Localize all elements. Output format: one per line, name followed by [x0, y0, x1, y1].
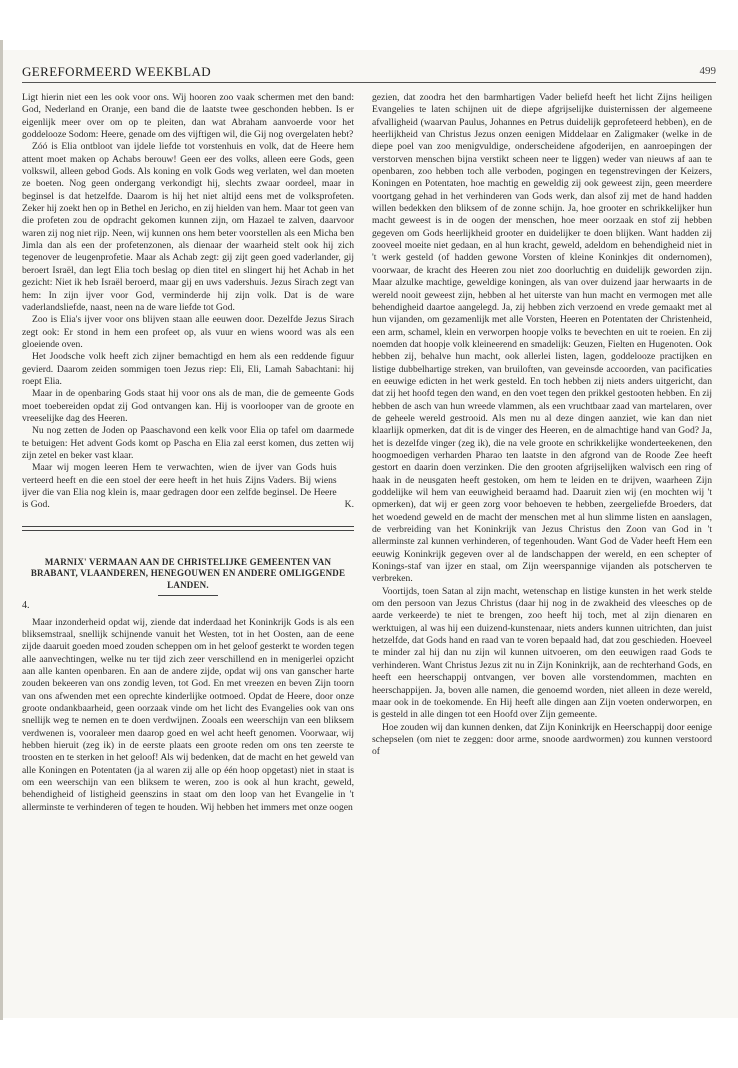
page-number: 499	[699, 65, 716, 77]
section-divider	[22, 526, 354, 531]
paragraph: gezien, dat zoodra het den barmhartigen Vader beliefd heeft het licht Zijns heiligen Evangelies te laten schijnen uit de diepe afgrijselijke duisternissen der algemeene afvalligheid (waarvan Paulus, Johannes en Petrus duidelijk geprofeteerd hebben), en de heerlijkheid van Christus Jezus onzen eenigen Middelaar en Zaligmaker (welke in de diepe poel van zoo menigvuldige, onderscheidene afgoderijen, en aanroepingen der verstorven menschen bijna verstikt scheen neer te liggen) weder van nieuws af aan te openbaren, zoo hebben toch alle verboden, pogingen en tegenstrevingen der Keizers, Koningen en Potentaten, hoe machtig en geweldig zij ook geweest zijn, geen meerdere voortgang gehad in het verhinderen van Gods werk, dan alsof zij met de hand hadden willen bedekken den bliksem of de zonne schijn. Ja, hoe grooter en schrikkelijker hun macht geweest is in de oogen der menschen, hoe meer oorzaak en stof zij hebben gegeven om Gods heerlijkheid grooter en duidelijker te doen blijken. Want hadden zij zooveel moeite niet gedaan, en al hun kracht, geweld, adeldom en behendigheid niet in 't werk gesteld (of hadden gewone Vorsten of kleine Koninkjes dit ondernomen), voorwaar, de kracht des Heeren zou niet zoo doorluchtig en duidelijk geworden zijn. Maar alzulke machtige, geweldige koningen, als van over duizend jaar herwaarts in de wereld nooit geweest zijn, hebben al het uiterste van hun macht en vermogen met alle behendigheid daartoe aangelegd. Ja, zij hebben zich verzoend en vrede gemaakt met al hun vijanden, om gezamenlijk met alle Vorsten, Heeren en Potentaten der Christenheid, een arm, schamel, klein en verworpen hoopje volks te bevechten en uit te roeien. En zij noemden dat hoopje volk kleineerend en smadelijk: Geuzen, Fielten en Hugenoten. Ook hebben zij, behalve hun macht, ook allerlei listen, lagen, goddelooze practijken en listige dubbelhartige streken, van bruiloften, van geveinsde accoorden, van pacificaties en eeuwige edicten in het werk gesteld. En toch hebben zij niets anders uitgericht, dan dat zij het hoofd tegen den wand, en den voet tegen den prikkel gestooten hebben. En zij hebben de asch van hun wreede vlammen, als een vruchtbaar zaad van martelaren, over de geheele wereld gestrooid. Als men nu al deze dingen aanziet, wie kan dan niet klaarlijk opmerken, dat dit is de vinger des Heeren, en de almachtige hand van God? Ja, het is dezelfde vinger (zeg ik), die na vele groote en schrikkelijke wonderteekenen, den hoogmoedigen verharden Pharao ten laatste in den afgrond van de Roode Zee heeft gestort en daarin doen verzinken. Die den grooten afgrijselijken walvisch een ring of haak in de neusgaten heeft gestoken, om hem te leiden en te drijven, waarheen Zijn goddelijke wil hem van eeuwigheid beraamd had. Daaruit zien wij (en mochten wij 't opmerken), dat wij er geen zorg voor behoeven te hebben, zeergeliefde Broeders, dat het woedend geweld en de macht der menschen met al hun slimme listen en aanslagen, de verbreiding van het Koninkrijk van Jezus Christus den Zoon van God in 't allerminste zal kunnen verhinderen, of tegenhouden. Want God de Vader heeft Hem een eeuwig Koninkrijk gegeven over al de landschappen der wereld, en een schepter of Konings-staf van ijzer en staal, om Zijn weerspannige vijanden als potscherven te verbreken.	[372, 92, 712, 585]
article-number: 4.	[22, 600, 30, 612]
paragraph: Maar in de openbaring Gods staat hij voor ons als de man, die de gemeente Gods moet toebereiden opdat zij God ontvangen kan. Hij is voorlooper van de groote en vreeselijke dag des Heeren.	[22, 388, 354, 424]
article-title: MARNIX' VERMAAN AAN DE CHRISTELIJKE GEMEENTEN VAN BRABANT, VLAANDEREN, HENEGOUWEN EN ANDERE OMLIGGENDE LANDEN.	[30, 556, 346, 590]
paragraph: Zóó is Elia ontbloot van ijdele liefde tot vorstenhuis en volk, dat de Heere hem attent moet maken op Achabs berouw! Geen eer des volks, alleen eere Gods, geen volkswil, alleen gebod Gods. Als koning en volk Gods weg verlaten, wel dan moeten ze boeten. Nog geen ondergang verkondigt hij, slechts zwaar oordeel, maar in beginsel is dat hetzelfde. Daarom is hij het niet altijd eens met de volksprofeten. Zeker hij zoekt hen op in Bethel en Jericho, en zij hielden van hem. Maar tot geen van die profeten zou de opdracht gekomen kunnen zijn, om Hazael te zalven, daarvoor waren zij nog niet rijp. Neen, wij kunnen ons hem beter voorstellen als een Micha ben Jimla dan als een der profetenzonen, als dienaar der waarheid stelt ook hij zich tegenover de leugenprofetie. Maar als Achab zegt: gij zijt geen goed vaderlander, gij beroert Israël, dan legt Elia toch beslag op dien titel en slingert hij het Achab in het gezicht: Niet ik heb Israël beroerd, maar gij en uws vadershuis. Jezus Sirach zegt van hem: In zijn ijver voor God, verminderde hij zijn volk. Dat is de ware vaderlandsliefde, naast, neen na de ware liefde tot God.	[22, 141, 354, 313]
paragraph: Zoo is Elia's ijver voor ons blijven staan alle eeuwen door. Dezelfde Jezus Sirach zegt ook: Er stond in hem een profeet op, als vuur en wiens woord was als een gloeiende oven.	[22, 314, 354, 350]
paragraph: Het Joodsche volk heeft zich zijner bemachtigd en hem als een reddende figuur gevierd. Daarom zeiden sommigen toen Jezus riep: Eli, Eli, Lamah Sabachtani: hij roept Elia.	[22, 351, 354, 387]
journal-title: GEREFORMEERD WEEKBLAD	[22, 64, 212, 79]
paragraph: Hoe zouden wij dan kunnen denken, dat Zijn Koninkrijk en Heerschappij door eenige schepselen (om niet te zeggen: door arme, snoode aardwormen) zou kunnen verstoord of	[372, 721, 712, 758]
paragraph: Maar wij mogen leeren Hem te verwachten, wien de ijver van Gods huis verteerd heeft en die een stoel der eere heeft in het huis Zijns Vaders. Bij wiens ijver die van Elia nog klein is, maar gedragen door een zelfde beginsel. De Heere is God.	[22, 462, 337, 511]
left-column	[22, 92, 354, 814]
running-header	[22, 64, 716, 83]
closing-paragraph	[22, 462, 354, 511]
paragraph: Maar inzonderheid opdat wij, ziende dat inderdaad het Koninkrijk Gods is als een bliksemstraal, snellijk schijnende vanuit het Westen, tot in het Oosten, aan de eene zijde daaruit goeden moed zouden scheppen om in het geloof gesterkt te worden tegen alle aanvechtingen, welke nu ter tijd zich zeer verschillend en in menigerlei opzicht aan alle kanten openbaren. En aan de andere zijde, opdat wij ons van ganscher harte zouden bekeeren van ons zondig leven, tot God. En met vreezen en beven Zijn toorn van ons afwenden met een oprechte kinderlijke ootmoed. Opdat de Heere, door onze groote ondankbaarheid, geen oorzaak vinde om het licht des Evangelies ook van ons snellijk weg te nemen en te doen verdwijnen. Zooals een weerschijn van een bliksem verdwenen is, vooraleer men daarop goed en wel acht heeft genomen. Voorwaar, wij hebben hieruit (zeg ik) in de eerste plaats een groote reden om ons ten zeerste te troosten en te sterken in het geloof! Als wij bedenken, dat de macht en het geweld van alle Koningen en Potentaten (ja al waren zij alle op één hoop opgetast) niet in staat is om een weerschijn van een bliksem te weren, zoo is ook al hun kracht, geweld, behendigheid of listigheid geenszins in staat om den loop van het Evangelie in 't allerminste te verhinderen of tegen te houden. Wij hebben het immers met onze oogen	[22, 616, 354, 813]
paragraph: Ligt hierin niet een les ook voor ons. Wij hooren zoo vaak schermen met den band: God, Nederland en Oranje, een band die de laatste twee geschonden hebben. Is er eigenlijk meer over om op te pleiten, dan wat Abraham aanvoerde voor het goddelooze Sodom: Heere, genade om des vijftigen wil, die Gij nog overgelaten hebt?	[22, 92, 354, 141]
paragraph: Nu nog zetten de Joden op Paaschavond een kelk voor Elia op tafel om daarmede te betuigen: Het advent Gods komt op Pascha en Elia zal eerst komen, dus zetten wij zijn zetel en beker vast klaar.	[22, 425, 354, 461]
paragraph: Voortijds, toen Satan al zijn macht, wetenschap en listige kunsten in het werk stelde om den persoon van Jezus Christus (daar hij nog in de zwakheid des vleesches op de aarde verkeerde) te niet te brengen, zoo heeft hij toch, met al zijn dienaren en werktuigen, al was hij een duizend-kunstenaar, niets anders kunnen uitrichten, dan juist hetzelfde, dat Gods hand en raad van te voren bepaald had, dat zou geschieden. Hoeveel te minder zal hij dan nu zijn wil kunnen uitvoeren, om den eeuwigen raad Gods te verhinderen. Want Christus Jezus zit nu in Zijn Koninkrijk, aan de rechterhand Gods, en heeft een heerschappij ontvangen, ver boven alle vorstendommen, machten en heerschappijen. Ja, boven alle namen, die genoemd worden, niet alleen in deze wereld, maar ook in de toekomende. En Hij heeft alle dingen aan Zijn voeten onderworpen, en is gesteld in alle dingen tot een Hoofd over Zijn gemeente.	[372, 585, 712, 721]
right-column	[372, 92, 712, 759]
binding-edge	[0, 40, 3, 1020]
author-signature: K.	[344, 499, 354, 511]
title-underline	[158, 595, 218, 596]
